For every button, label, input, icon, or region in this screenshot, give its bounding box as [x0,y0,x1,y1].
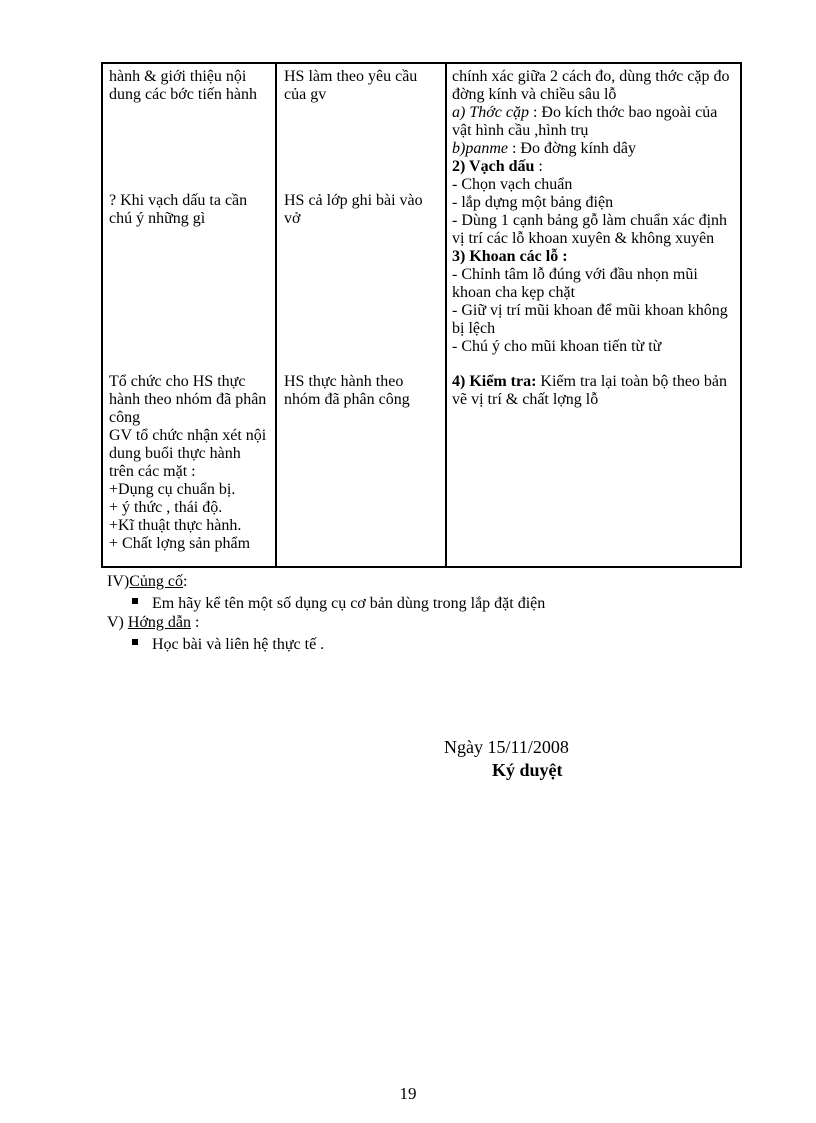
approval-date: Ngày 15/11/2008 [444,737,569,757]
content-item-b [452,140,737,158]
list-item: - Giữ vị trí mũi khoan để mũi khoan không bị lệch [452,302,728,337]
approval-signature-label: Ký duyệt [492,760,563,780]
section-4-title: Củng cố [129,573,183,590]
heading-3: 3) Khoan các lỗ : [452,248,568,265]
section-consolidation [107,572,187,592]
content-item-a [452,104,737,140]
list-item: - Chọn vạch chuẩn [452,176,573,193]
teacher-line: +Dụng cụ chuẩn bị. [109,481,236,498]
list-item: - Dùng 1 cạnh bảng gỗ làm chuẩn xác định vị trí các lỗ khoan xuyên & không xuyên [452,212,728,247]
teacher-activity-1: hành & giới thiệu nội dung các bớc tiến hành [109,68,257,103]
bullet-4-text: Em hãy kể tên một số dụng cụ cơ bản dùng trong lắp đặt điện [152,595,546,612]
item-a-text: : Đo kích thớc bao ngoài của vật hình cầu ,hình trụ [452,104,718,139]
section-5-suffix: : [191,614,200,631]
item-b-text: : Đo đờng kính dây [507,140,636,157]
list-item: - lắp dựng một bảng điện [452,194,614,211]
content-3 [452,373,737,409]
square-bullet-icon [132,639,138,645]
teacher-line: + Chất lợng sản phẩm [109,535,251,552]
heading-4-text: 4) Kiểm tra: [452,373,537,390]
heading-2-suffix: : [534,158,543,175]
section-5-prefix: V) [107,614,128,631]
teacher-activity-3 [109,373,269,553]
heading-2-text: 2) Vạch dấu [452,158,535,175]
section-4-suffix: : [183,573,188,590]
bullet-item-5 [132,635,324,655]
teacher-line: GV tổ chức nhận xét nội dung buổi thực hành trên các mặt : [109,427,267,480]
content-text: chính xác giữa 2 cách đo, dùng thớc cặp đo đờng kính và chiều sâu lỗ [452,68,730,103]
heading-4-body: Kiểm tra lại toàn bộ theo bản vẽ vị trí & chất lợng lỗ [452,373,728,408]
page-number: 19 [399,1084,417,1103]
bullet-5-text: Học bài và liên hệ thực tế . [152,636,325,653]
bullet-item-4 [132,594,545,614]
column-divider [275,64,277,566]
teacher-line: +Kĩ thuật thực hành. [109,517,242,534]
column-divider [445,64,447,566]
heading-4 [452,373,737,409]
teacher-line: Tổ chức cho HS thực hành theo nhóm đã phân công [109,373,267,426]
student-activity-3: HS thực hành theo nhóm đã phân công [284,373,410,408]
list-item: - Chú ý cho mũi khoan tiến từ từ [452,338,662,355]
list-item: - Chỉnh tâm lỗ đúng với đầu nhọn mũi khoan cha kẹp chặt [452,266,698,301]
lesson-table [101,62,742,568]
item-a-label: a) Thớc cặp [452,104,529,121]
student-activity-2: HS cả lớp ghi bài vào vở [284,192,423,227]
heading-2 [452,158,737,176]
teacher-line: + ý thức , thái độ. [109,499,223,516]
section-guidance [107,613,199,633]
student-activity-1: HS làm theo yêu cầu của gv [284,68,418,103]
content-1 [452,68,737,158]
item-b-label: b)panme [452,140,508,157]
teacher-activity-2: ? Khi vạch dấu ta cần chú ý những gì [109,192,248,227]
square-bullet-icon [132,598,138,604]
section-4-prefix: IV) [107,573,130,590]
content-2 [452,158,737,356]
section-5-title: Hớng dẫn [127,614,192,631]
